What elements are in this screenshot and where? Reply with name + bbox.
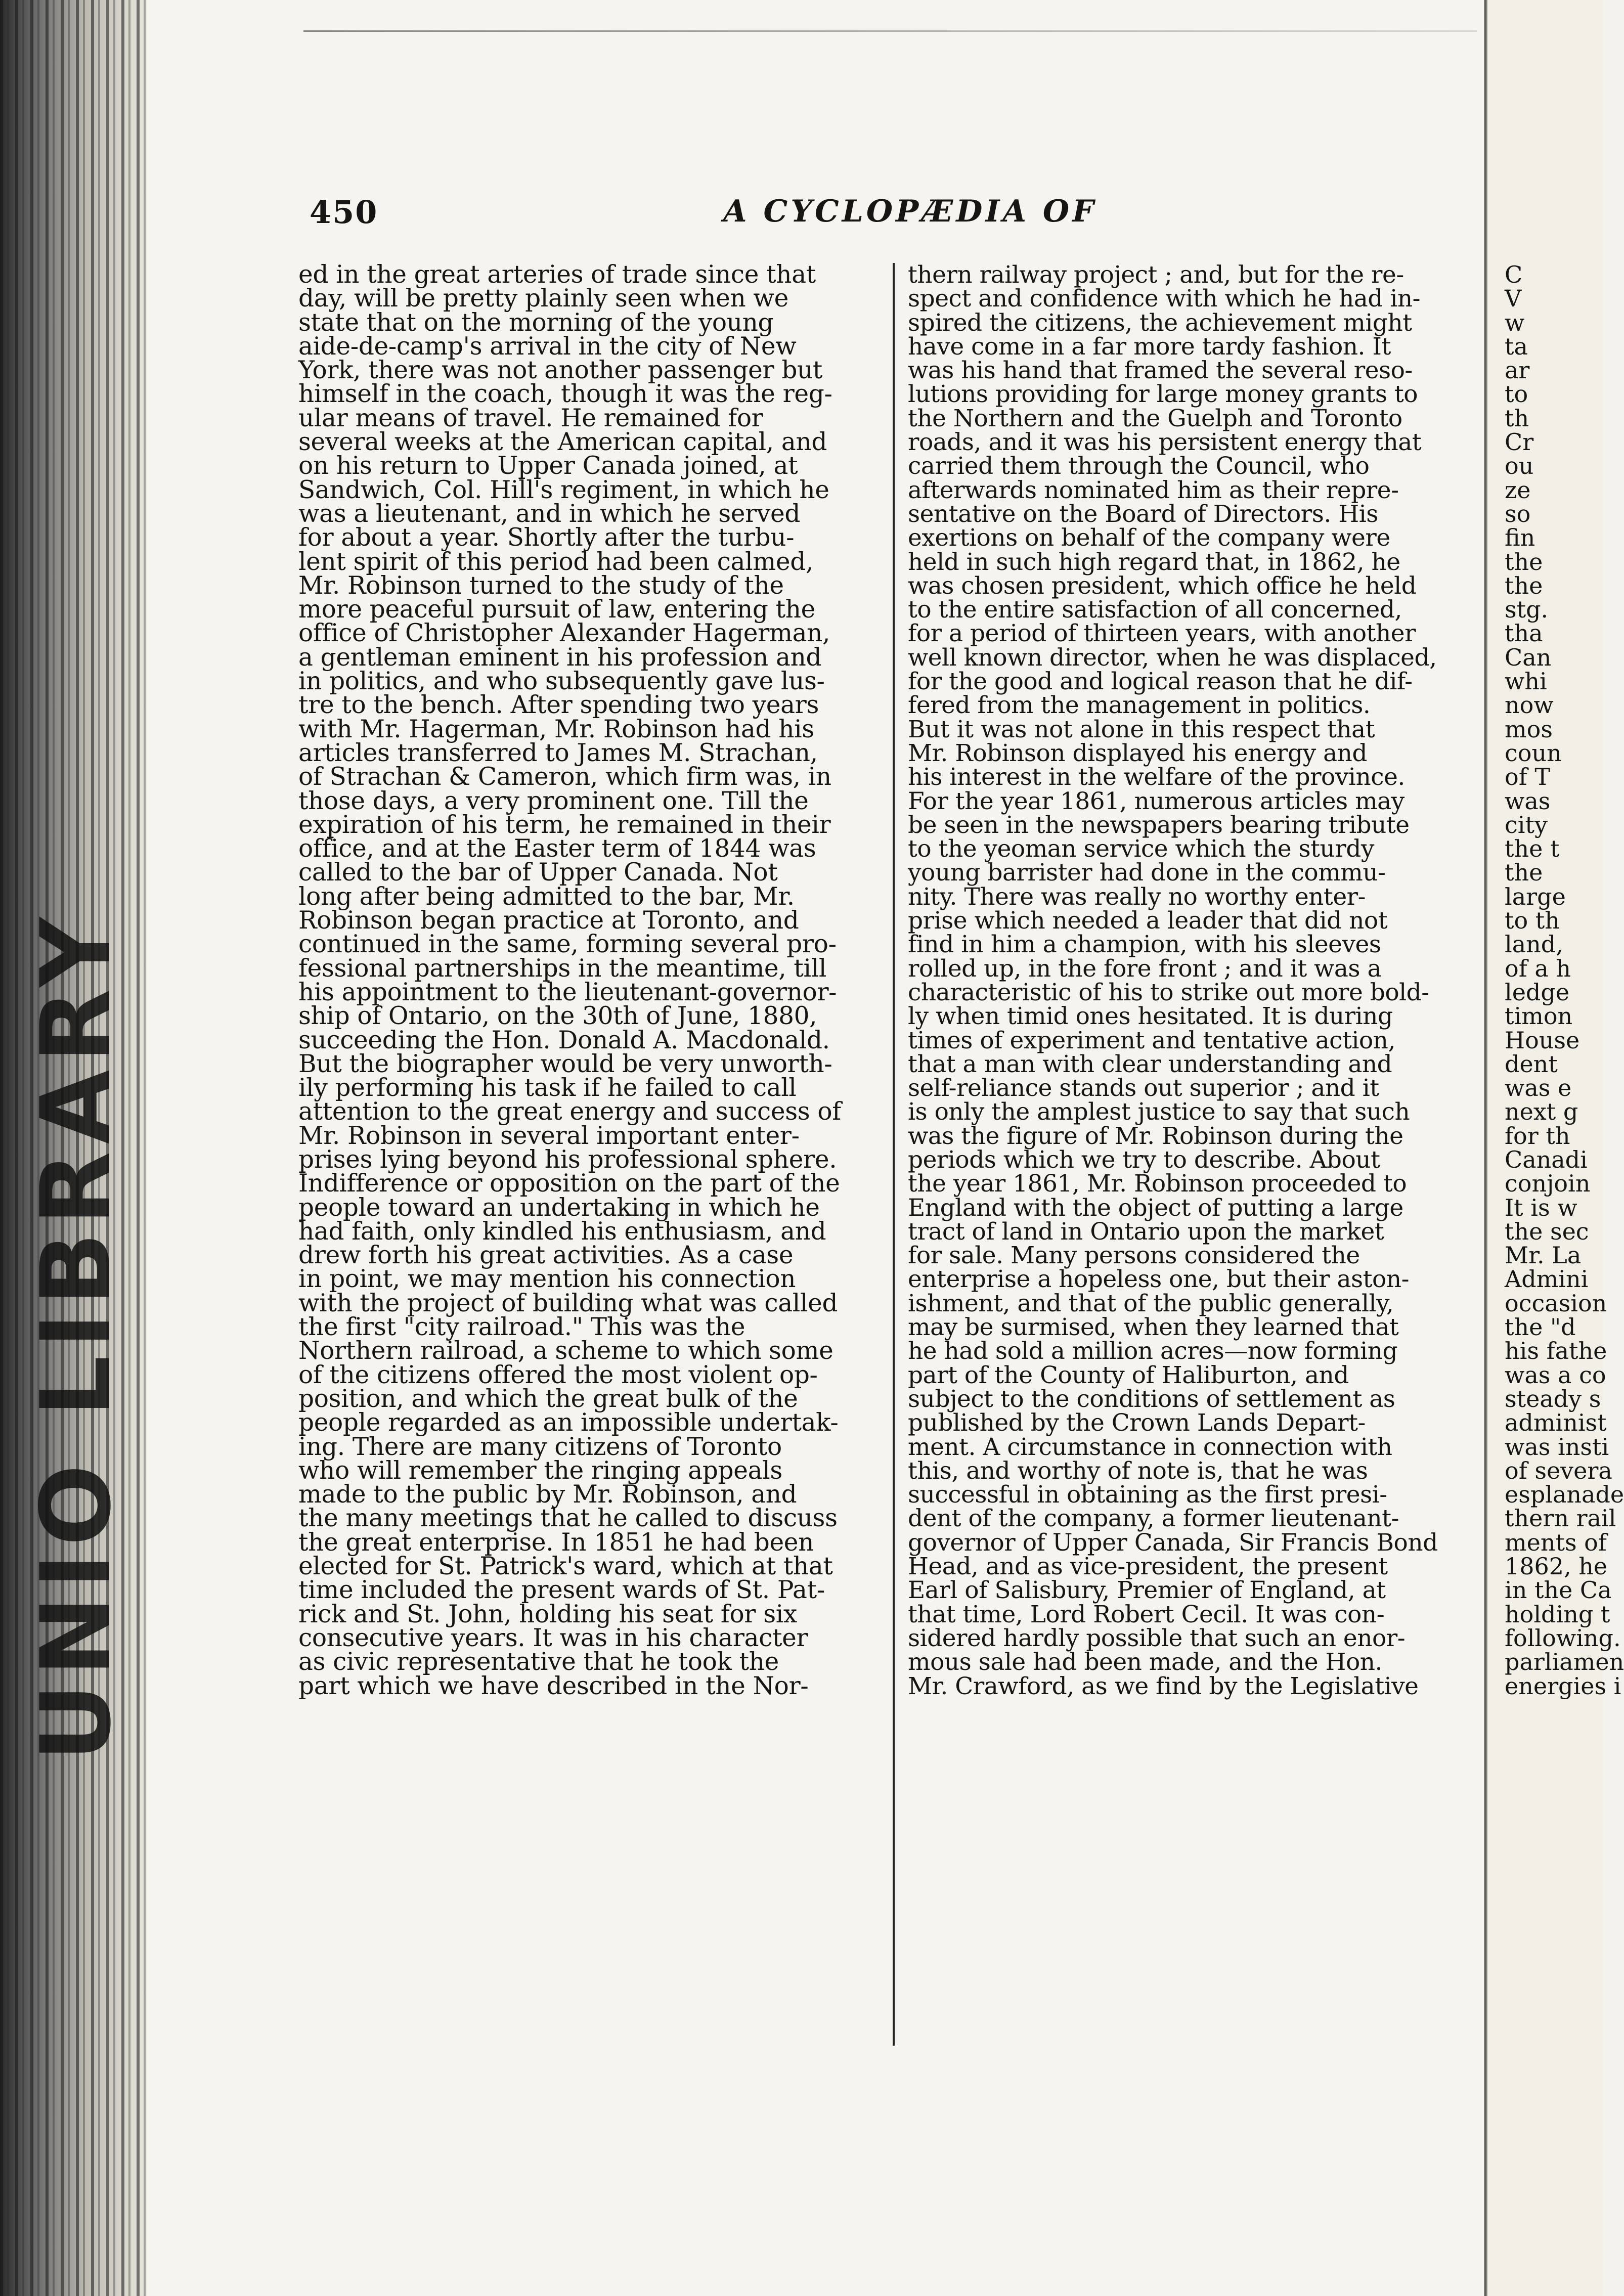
text-line: part of the County of Haliburton, and bbox=[908, 1361, 1349, 1389]
text-line: find in him a champion, with his sleeves bbox=[908, 931, 1381, 959]
text-line: V bbox=[1505, 285, 1522, 313]
text-line: he had sold a million acres—now forming bbox=[908, 1337, 1398, 1365]
text-line: governor of Upper Canada, Sir Francis Bond bbox=[908, 1528, 1438, 1557]
text-line: drew forth his great activities. As a case bbox=[298, 1241, 794, 1270]
text-line: expiration of his term, he remained in their bbox=[298, 810, 831, 839]
text-line: following. bbox=[1505, 1624, 1621, 1652]
scan-top-edge bbox=[303, 30, 1477, 32]
text-line: dent of the company, a former lieutenant- bbox=[908, 1505, 1399, 1533]
text-line: successful in obtaining as the first presi- bbox=[908, 1481, 1387, 1509]
text-line: holding t bbox=[1505, 1600, 1610, 1628]
facing-page-fragment bbox=[1505, 261, 1624, 1700]
text-line: administ bbox=[1505, 1409, 1607, 1437]
text-line: steady s bbox=[1505, 1385, 1601, 1412]
left-text-column bbox=[298, 260, 880, 1700]
text-line: as civic representative that he took the bbox=[298, 1648, 779, 1676]
text-line: was the figure of Mr. Robinson during the bbox=[908, 1122, 1403, 1150]
text-line: fessional partnerships in the meantime, till bbox=[298, 954, 826, 983]
text-line: to the entire satisfaction of all concerned, bbox=[908, 596, 1402, 624]
text-line: periods which we try to describe. About bbox=[908, 1145, 1380, 1174]
text-line: more peaceful pursuit of law, entering the bbox=[298, 595, 815, 624]
text-line: stg. bbox=[1505, 596, 1549, 624]
text-line: in the Ca bbox=[1505, 1576, 1612, 1604]
text-line: so bbox=[1505, 500, 1531, 527]
text-line: those days, a very prominent one. Till the bbox=[298, 786, 809, 815]
text-line: his interest in the welfare of the province. bbox=[908, 763, 1405, 791]
text-line: ily performing his task if he failed to call bbox=[298, 1074, 797, 1102]
text-line: aide-de-camp's arrival in the city of New bbox=[298, 332, 797, 361]
text-line: ishment, and that of the public generally, bbox=[908, 1289, 1394, 1317]
text-line: published by the Crown Lands Depart- bbox=[908, 1409, 1366, 1437]
text-line: with the project of building what was called bbox=[298, 1289, 838, 1317]
text-line: characteristic of his to strike out more bold- bbox=[908, 978, 1429, 1006]
text-line: prise which needed a leader that did not bbox=[908, 907, 1388, 935]
text-line: Can bbox=[1505, 643, 1552, 671]
text-line: whi bbox=[1505, 668, 1547, 695]
text-line: ment. A circumstance in connection with bbox=[908, 1433, 1392, 1461]
text-line: part which we have described in the Nor- bbox=[298, 1671, 809, 1700]
text-line: of the citizens offered the most violent op- bbox=[298, 1360, 818, 1389]
text-line: now bbox=[1505, 691, 1554, 719]
text-line: tract of land in Ontario upon the market bbox=[908, 1217, 1384, 1246]
text-line: ship of Ontario, on the 30th of June, 1880, bbox=[298, 1002, 817, 1031]
text-line: the bbox=[1505, 548, 1543, 576]
text-line: who will remember the ringing appeals bbox=[298, 1456, 782, 1485]
text-line: w bbox=[1505, 308, 1525, 336]
text-line: carried them through the Council, who bbox=[908, 452, 1370, 480]
text-line: Mr. Crawford, as we find by the Legislative bbox=[908, 1672, 1419, 1700]
text-line: of Strachan & Cameron, which firm was, in bbox=[298, 763, 831, 791]
text-line: prises lying beyond his professional sphere. bbox=[298, 1145, 837, 1174]
text-line: position, and which the great bulk of the bbox=[298, 1384, 798, 1413]
text-line: may be surmised, when they learned that bbox=[908, 1313, 1399, 1342]
text-line: occasion bbox=[1505, 1289, 1607, 1317]
text-line: was a lieutenant, and in which he served bbox=[298, 499, 801, 528]
text-line: held in such high regard that, in 1862, he bbox=[908, 548, 1400, 576]
text-line: several weeks at the American capital, and bbox=[298, 428, 827, 457]
text-line: city bbox=[1505, 811, 1548, 838]
text-line: people regarded as an impossible undertak- bbox=[298, 1408, 839, 1437]
text-line: coun bbox=[1505, 739, 1562, 767]
text-line: ed in the great arteries of trade since that bbox=[298, 260, 816, 289]
text-line: is only the amplest justice to say that such bbox=[908, 1098, 1410, 1126]
text-line: fered from the management in politics. bbox=[908, 691, 1371, 720]
library-stamp: UNIO LIBRARY bbox=[20, 910, 132, 1762]
text-line: called to the bar of Upper Canada. Not bbox=[298, 858, 778, 887]
text-line: mous sale had been made, and the Hon. bbox=[908, 1648, 1382, 1676]
text-line: was e bbox=[1505, 1074, 1572, 1102]
text-line: for the good and logical reason that he dif- bbox=[908, 668, 1413, 696]
text-line: mos bbox=[1505, 715, 1553, 743]
text-line: energies i bbox=[1505, 1672, 1621, 1700]
text-line: his appointment to the lieutenant-governor- bbox=[298, 978, 837, 1006]
text-line: was his hand that framed the several reso- bbox=[908, 357, 1413, 385]
text-line: Cr bbox=[1505, 428, 1534, 456]
text-line: afterwards nominated him as their repre- bbox=[908, 476, 1399, 504]
text-line: attention to the great energy and success of bbox=[298, 1097, 841, 1126]
text-line: articles transferred to James M. Strachan, bbox=[298, 738, 818, 767]
text-line: rolled up, in the fore front ; and it was a bbox=[908, 954, 1382, 983]
text-line: Admini bbox=[1505, 1265, 1589, 1293]
text-line: lent spirit of this period had been calmed, bbox=[298, 547, 814, 576]
text-line: But the biographer would be very unworth- bbox=[298, 1049, 832, 1078]
right-text-column bbox=[908, 263, 1464, 1698]
text-line: was insti bbox=[1505, 1433, 1609, 1461]
text-line: this, and worthy of note is, that he was bbox=[908, 1456, 1368, 1485]
column-rule bbox=[893, 263, 895, 2046]
text-line: the many meetings that he called to discuss bbox=[298, 1504, 838, 1533]
text-line: with Mr. Hagerman, Mr. Robinson had his bbox=[298, 715, 814, 743]
text-line: on his return to Upper Canada joined, at bbox=[298, 452, 798, 480]
text-line: roads, and it was his persistent energy that bbox=[908, 428, 1422, 457]
text-line: ta bbox=[1505, 332, 1528, 360]
text-line: For the year 1861, numerous articles may bbox=[908, 787, 1404, 815]
text-line: young barrister had done in the commu- bbox=[908, 859, 1386, 887]
text-line: timon bbox=[1505, 1002, 1573, 1030]
text-line: well known director, when he was displaced, bbox=[908, 643, 1437, 672]
running-head: A CYCLOPÆDIA OF bbox=[723, 194, 1097, 229]
text-line: for sale. Many persons considered the bbox=[908, 1242, 1360, 1270]
text-line: lutions providing for large money grants to bbox=[908, 380, 1418, 409]
page-number: 450 bbox=[310, 194, 378, 231]
text-line: parliamen bbox=[1505, 1648, 1624, 1676]
text-line: of severa bbox=[1505, 1456, 1612, 1484]
text-line: fin bbox=[1505, 524, 1535, 552]
text-line: sidered hardly possible that such an enor- bbox=[908, 1624, 1406, 1652]
text-line: dent bbox=[1505, 1050, 1558, 1078]
text-line: of T bbox=[1505, 763, 1551, 791]
text-line: large bbox=[1505, 882, 1566, 910]
text-line: tre to the bench. After spending two years bbox=[298, 691, 819, 720]
text-line: But it was not alone in this respect that bbox=[908, 715, 1375, 743]
text-line: nity. There was really no worthy enter- bbox=[908, 882, 1366, 911]
text-line: ing. There are many citizens of Toronto bbox=[298, 1432, 782, 1461]
text-line: for th bbox=[1505, 1122, 1570, 1150]
text-line: C bbox=[1505, 261, 1523, 288]
text-line: ular means of travel. He remained for bbox=[298, 404, 763, 432]
text-line: office, and at the Easter term of 1844 was bbox=[298, 834, 816, 863]
text-line: land, bbox=[1505, 931, 1563, 958]
text-line: ledge bbox=[1505, 978, 1570, 1006]
text-line: for about a year. Shortly after the turbu- bbox=[298, 523, 795, 552]
text-line: the great enterprise. In 1851 he had been bbox=[298, 1528, 814, 1557]
text-line: made to the public by Mr. Robinson, and bbox=[298, 1480, 797, 1509]
text-line: the first "city railroad." This was the bbox=[298, 1313, 745, 1342]
text-line: had faith, only kindled his enthusiasm, and bbox=[298, 1217, 826, 1246]
text-line: sentative on the Board of Directors. His bbox=[908, 500, 1378, 528]
text-line: rick and St. John, holding his seat for six bbox=[298, 1600, 797, 1628]
text-line: for a period of thirteen years, with another bbox=[908, 620, 1416, 648]
text-line: Canadi bbox=[1505, 1145, 1588, 1173]
text-line: England with the object of putting a large bbox=[908, 1194, 1403, 1222]
text-line: next g bbox=[1505, 1098, 1578, 1126]
text-line: the bbox=[1505, 571, 1543, 599]
text-line: himself in the coach, though it was the reg- bbox=[298, 380, 832, 409]
text-line: York, there was not another passenger but bbox=[298, 356, 823, 385]
text-line: the year 1861, Mr. Robinson proceeded to bbox=[908, 1170, 1407, 1198]
text-line: elected for St. Patrick's ward, which at that bbox=[298, 1552, 833, 1581]
text-line: people toward an undertaking in which he bbox=[298, 1193, 820, 1222]
text-line: office of Christopher Alexander Hagerman, bbox=[298, 619, 830, 648]
text-line: of a h bbox=[1505, 954, 1571, 982]
text-line: Mr. Robinson turned to the study of the bbox=[298, 571, 784, 600]
text-line: a gentleman eminent in his profession and bbox=[298, 643, 822, 672]
text-line: was chosen president, which office he held bbox=[908, 571, 1417, 600]
text-line: subject to the conditions of settlement as bbox=[908, 1385, 1395, 1413]
text-line: thern rail bbox=[1505, 1505, 1616, 1532]
text-line: the "d bbox=[1505, 1313, 1576, 1341]
text-line: the bbox=[1505, 859, 1543, 887]
text-line: Sandwich, Col. Hill's regiment, in which he bbox=[298, 475, 829, 504]
text-line: enterprise a hopeless one, but their aston- bbox=[908, 1265, 1409, 1294]
text-line: succeeding the Hon. Donald A. Macdonald. bbox=[298, 1026, 830, 1054]
text-line: day, will be pretty plainly seen when we bbox=[298, 284, 788, 313]
text-line: House bbox=[1505, 1026, 1580, 1054]
text-line: his fathe bbox=[1505, 1337, 1607, 1365]
text-line: tha bbox=[1505, 620, 1543, 647]
text-line: have come in a far more tardy fashion. It bbox=[908, 332, 1391, 361]
scan-binding-edge bbox=[0, 0, 147, 2296]
text-line: in politics, and who subsequently gave lus- bbox=[298, 667, 825, 696]
text-line: Indifference or opposition on the part of the bbox=[298, 1169, 840, 1198]
text-line: that time, Lord Robert Cecil. It was con- bbox=[908, 1600, 1385, 1628]
text-line: was a co bbox=[1505, 1361, 1606, 1389]
text-line: be seen in the newspapers bearing tribute bbox=[908, 811, 1410, 839]
text-line: in point, we may mention his connection bbox=[298, 1265, 796, 1294]
text-line: ly when timid ones hesitated. It is during bbox=[908, 1002, 1393, 1031]
text-line: to th bbox=[1505, 907, 1560, 935]
text-line: Northern railroad, a scheme to which some bbox=[298, 1337, 833, 1365]
text-line: Mr. Robinson displayed his energy and bbox=[908, 739, 1367, 767]
text-line: Robinson began practice at Toronto, and bbox=[298, 906, 799, 935]
text-line: that a man with clear understanding and bbox=[908, 1050, 1392, 1078]
text-line: It is w bbox=[1505, 1194, 1577, 1221]
text-line: th bbox=[1505, 404, 1529, 432]
text-line: thern railway project ; and, but for the re- bbox=[908, 261, 1404, 289]
text-line: self-reliance stands out superior ; and it bbox=[908, 1074, 1379, 1102]
text-line: continued in the same, forming several pro- bbox=[298, 930, 837, 959]
text-line: 1862, he bbox=[1505, 1553, 1608, 1580]
text-line: state that on the morning of the young bbox=[298, 308, 774, 337]
text-line: the t bbox=[1505, 835, 1560, 863]
text-line: conjoin bbox=[1505, 1170, 1591, 1198]
text-line: spired the citizens, the achievement might bbox=[908, 308, 1412, 337]
text-line: to the yeoman service which the sturdy bbox=[908, 835, 1374, 863]
text-line: the Northern and the Guelph and Toronto bbox=[908, 404, 1402, 432]
text-line: Earl of Salisbury, Premier of England, at bbox=[908, 1576, 1386, 1605]
text-line: ar bbox=[1505, 357, 1530, 384]
text-line: times of experiment and tentative action, bbox=[908, 1026, 1395, 1054]
text-line: ments of bbox=[1505, 1528, 1607, 1556]
text-line: time included the present wards of St. Pat- bbox=[298, 1576, 825, 1605]
text-line: Mr. La bbox=[1505, 1242, 1582, 1269]
text-line: consecutive years. It was in his character bbox=[298, 1623, 808, 1652]
text-line: Mr. Robinson in several important enter- bbox=[298, 1121, 800, 1150]
text-line: ze bbox=[1505, 476, 1531, 504]
text-line: Head, and as vice-president, the present bbox=[908, 1553, 1388, 1581]
text-line: esplanade bbox=[1505, 1481, 1624, 1509]
text-line: was bbox=[1505, 787, 1551, 815]
text-line: the sec bbox=[1505, 1217, 1589, 1245]
text-line: spect and confidence with which he had in- bbox=[908, 285, 1420, 313]
text-line: exertions on behalf of the company were bbox=[908, 524, 1390, 552]
text-line: to bbox=[1505, 380, 1528, 408]
text-line: ou bbox=[1505, 452, 1534, 480]
text-line: long after being admitted to the bar, Mr. bbox=[298, 882, 795, 911]
